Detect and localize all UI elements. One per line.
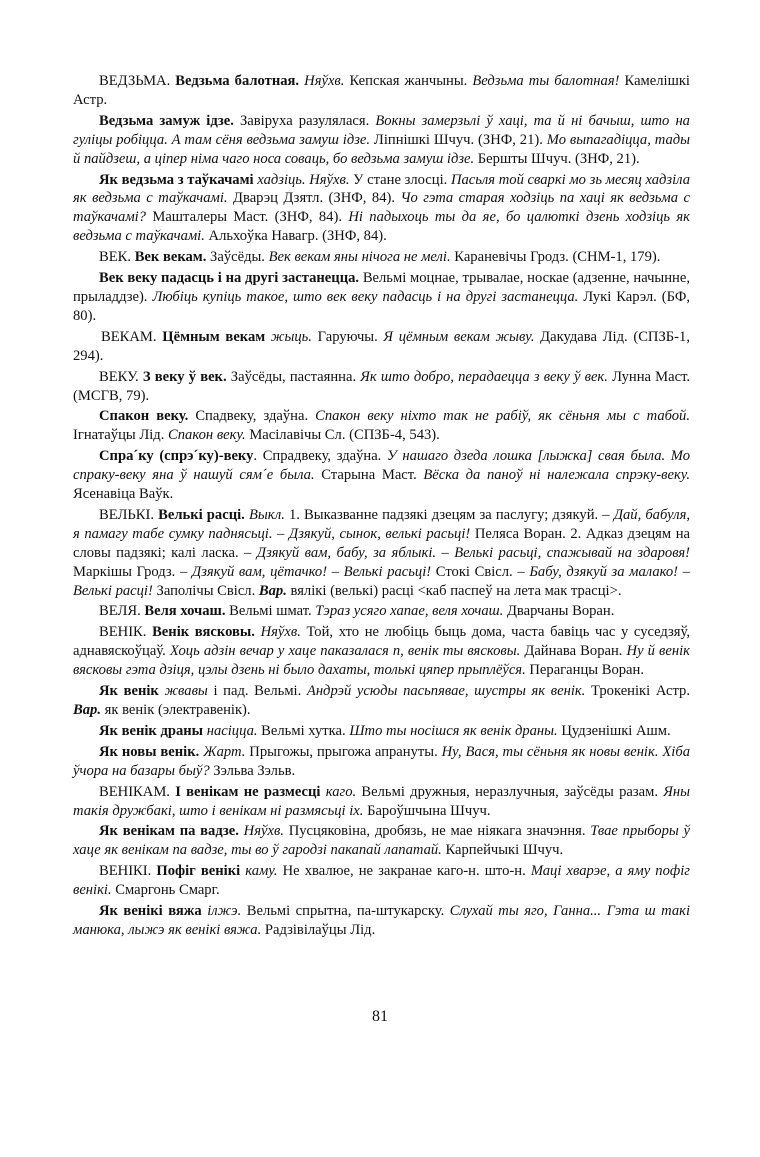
entry-text: Караневічы Гродз. (СНМ-1, 179). [450,249,661,266]
dictionary-entry [73,822,690,860]
italic-text: Яны такія дружбакі, што і венікам ні размясьці іх. [73,783,690,819]
dictionary-entry [73,902,690,940]
italic-text: Жарт. [203,743,246,760]
italic-text: У нашаго дзеда лошка [лыжка] свая была. Мо спраку-веку яна ў нашуй сям´е была. [73,448,691,484]
italic-text: Ну й венік вясковы гэта дзіця, цэлы дзень ні было дахаты, толькі цяпер прыплёўся. [73,643,690,679]
entry-text: Пусцяковіна, дробязь, не мае ніякага значэння. [283,823,591,840]
entry-text: Смаргонь Смарг. [111,882,220,899]
dictionary-entry [73,269,690,326]
italic-text: Няўхв. [304,73,345,89]
entry-text: Той, хто не любіць быць дома, часта бавіць час у суседзяў, аднавяскоўцаў. [73,624,690,660]
entry-text: Радзівілаўцы Лід. [261,921,376,938]
headword: Век векам. [134,249,207,266]
entry-text: Вельмі дружныя, неразлучныя, заўсёды разам. [356,783,664,800]
entry-text: ВЕКАМ. [101,328,163,345]
italic-text: Няўхв. [260,624,301,641]
dictionary-entry [73,743,690,781]
italic-text: Дай, бабуля, я памагу табе сумку паднясьці. – Дзякуй, сынок, велькі расьці! [73,506,690,542]
italic-text: каго. [325,783,357,800]
italic-text: Маці хварэе, а яму пофіг венікі. [73,863,690,899]
italic-text: Любіць купіць такое, што век веку падасць і на другі застанецца. [152,288,579,305]
entry-text: Дварчаны Воран. [503,603,615,620]
italic-text: Пасьля той сваркі мо зь месяц хадзіла як ведзьма с таўкачамі. [73,171,690,207]
dictionary-page [73,72,690,942]
italic-text: хадзіць. Няўхв. [257,171,350,188]
dictionary-entry [73,72,690,110]
entry-text: Масілавічы Сл. (СПЗБ-4, 543). [245,427,440,444]
italic-text: каму. [245,863,278,880]
entry-text: Заўсёды. [206,249,269,266]
entry-text: Не хвалюе, не закранае каго-н. што-н. [277,863,531,880]
dictionary-entry [73,171,690,247]
headword: Венік вясковы. [152,624,255,641]
entry-text: Трокенікі Астр. [585,683,690,700]
italic-text: Андрэй усюды пасьпявае, шустры як венік. [306,683,586,700]
entry-text: Дварэц Дзятл. (ЗНФ, 84). [227,190,401,207]
italic-text: Я цёмным векам жыву. [383,328,535,345]
headword: Цёмным векам [162,328,266,345]
italic-text: Чо гэта старая ходзіць па хаці як ведзьма с таўкачамі? [73,190,690,226]
italic-text: Мо выпагадіцца, тады й пайдзеш, а ціпер німа чаго носа соваць, бо ведзьма замуш ідзе. [73,131,691,167]
entry-text: 1. Выказванне падзякі дзецям за паслугу; дзякуй. – [284,506,614,523]
entry-text: вялікі (велькі) расці <каб паспеў на лета мак трасці>. [286,582,622,599]
entry-text: ВЕЛЯ. [99,603,145,620]
entry-text: Лунна Маст. (МСГВ, 79). [73,368,691,404]
entry-text: Ліпнішкі Шчуч. (ЗНФ, 21). [370,131,547,148]
entry-text: Пераганцы Воран. [525,662,644,679]
italic-text: Ну, Вася, ты сёньня як новы венік. Хіба ўчора на базары быў? [73,743,690,779]
headword: І венікам не размесці [175,783,321,800]
italic-text: ілжэ. [207,903,242,920]
dictionary-entry [73,112,690,169]
italic-text: Спакон веку ніхто так не рабіў, як сёньня мы с табой. [315,408,690,425]
dictionary-entry [73,407,690,445]
italic-text: жвавы [164,683,208,700]
dictionary-entry [73,722,690,741]
entry-text: Вельмі шмат. [225,603,316,620]
italic-text: Дзякуй вам, бабу, за яблыкі. – Велькі расьці, спажывай на здаровя! [256,544,690,561]
entry-text: Дайнава Воран. [520,643,627,660]
italic-text: жыць. [270,328,312,345]
entry-text: Гаруючы. [311,328,384,345]
italic-text: Вёска да паноў ні належала спрэку-веку. [423,467,690,484]
entry-text: . Спрадвеку, здаўна. [253,448,387,465]
entry-text: Вельмі моцнае, трывалае, носкае (адзенне, начынне, прыладдзе). [73,270,690,305]
entry-text: Вельмі хутка. [257,722,350,739]
dictionary-entry [73,862,690,900]
headword: Спакон веку. [99,408,189,425]
entry-text: Кепская жанчыны. [344,73,473,89]
entry-text: Спадвеку, здаўна. [188,408,316,425]
entry-text: Старына Маст. [314,467,424,484]
headword: Як венікам па вадзе. [99,823,239,840]
italic-text: Вокны замерзьлі ў хаці, та й ні бачыш, што на гуліцы робіцца. А там сёня ведзьма замуш ідзе. [73,112,690,148]
italic-text: Ведзьма ты балотная! [472,73,620,89]
entry-text: ВЕНІК. [99,624,153,641]
page-number: 81 [372,1008,388,1025]
entry-text: Вельмі спрытна, па-штукарску. [241,903,450,920]
dictionary-entry [73,447,690,504]
dictionary-entry [73,682,690,720]
italic-text: Твае прыборы ў хаце як венікам па вадзе, ты во ў гародзі пакапай лапатай. [73,823,690,859]
entry-text: і пад. Вельмі. [207,683,307,700]
italic-text: Выкл. [248,506,285,523]
entry-text: Камелішкі Астр. [73,73,690,108]
entry-text: Лукі Карэл. (БФ, 80). [73,288,690,324]
entry-text: ВЕНІКАМ. [99,783,176,800]
italic-text: Як што добро, перадаецца з веку ў век. [360,368,608,385]
italic-text: насіцца. [206,722,258,739]
dictionary-entry [73,623,690,680]
headword: Як ведзьма з таўкачамі [99,171,254,188]
headword: Веля хочаш. [144,603,226,620]
dictionary-entry [73,783,690,821]
entry-text: ВЕЛЬКІ. [99,506,159,523]
entry-text: Альхоўка Навагр. (ЗНФ, 84). [204,228,387,245]
entry-text: Заполічы Свісл. [152,582,259,599]
entry-text: Цудзенішкі Ашм. [557,722,671,739]
entry-text: Заўсёды, пастаянна. [226,368,361,385]
italic-text: Бабу, дзякуй за малако! – Велькі расці! [73,563,690,599]
headword: Век веку падасць і на другі застанецца. [99,270,360,287]
entry-text: ВЕДЗЬМА. [99,73,176,89]
headword: З веку ў век. [142,368,227,385]
entry-text: Ігнатаўцы Лід. [73,427,169,444]
italic-text: Век векам яны нічога не мелі. [268,249,451,266]
entry-text: ВЕНІКІ. [99,863,157,880]
entry-text: Маркішы Гродз. – [73,563,192,580]
headword: Спра´ку (спрэ´ку)-веку [99,448,254,465]
dictionary-entry [73,328,690,366]
entry-text: ВЕК. [99,249,135,266]
entry-text: Прыгожы, прыгожа апрануты. [245,743,442,760]
italic-text: Ні падыхоць ты да яе, бо цалюткі дзень ходзіць як ведзьма с таўкачамі. [73,209,690,245]
headword: Ведзьма замуж ідзе. [99,112,234,129]
entry-text: Завіруха разулялася. [233,112,376,129]
entry-text: Стокі Свісл. – [431,563,530,580]
entry-text: Машталеры Маст. (ЗНФ, 84). [145,209,349,226]
italic-text: Дзякуй вам, цётачко! – Велькі расьці! [191,563,432,580]
dictionary-entry [73,368,690,406]
italic-text: Тэраз усяго хапае, веля хочаш. [315,603,504,620]
entry-text: Бершты Шчуч. (ЗНФ, 21). [474,150,640,167]
entry-text: Пеляса Воран. 2. Адказ дзецям на словы падзякі; калі ласка. – [73,525,690,561]
headword: Як венік драны [99,722,204,739]
italic-text: Хоць адзін вечар у хаце паказалася п, венік ты вясковы. [169,643,521,660]
headword: Як венік [99,683,159,700]
variant-label: Вар. [258,582,287,599]
italic-text: Няўхв. [243,823,284,840]
variant-label: Вар. [73,702,101,718]
entry-text: Зэльва Зэльв. [209,762,296,779]
entry-text: як венік (электравенік). [100,702,251,718]
dictionary-entry [73,602,690,621]
headword: Велькі расці. [158,506,245,523]
italic-text: Спакон веку. [168,427,246,444]
italic-text: Што ты носішся як венік драны. [349,722,558,739]
entry-text: Дакудава Лід. (СПЗБ-1, 294). [73,328,690,364]
headword: Ведзьма балотная. [175,73,300,89]
headword: Як новы венік. [99,743,200,760]
dictionary-entry [73,506,690,601]
entry-text: Ясенавіца Ваўк. [73,486,174,503]
headword: Як венікі вяжа [99,903,202,920]
entry-text: Бароўшчына Шчуч. [363,802,491,819]
headword: Пофіг венікі [156,863,241,880]
entry-text: У стане злосці. [349,171,451,188]
dictionary-entry [73,248,690,267]
entry-text: ВЕКУ. [99,368,143,385]
entry-text: Карпейчыкі Шчуч. [441,842,564,859]
italic-text: Слухай ты яго, Ганна... Гэта ш такі манюка, лыжэ як венікі вяжа. [73,903,691,938]
